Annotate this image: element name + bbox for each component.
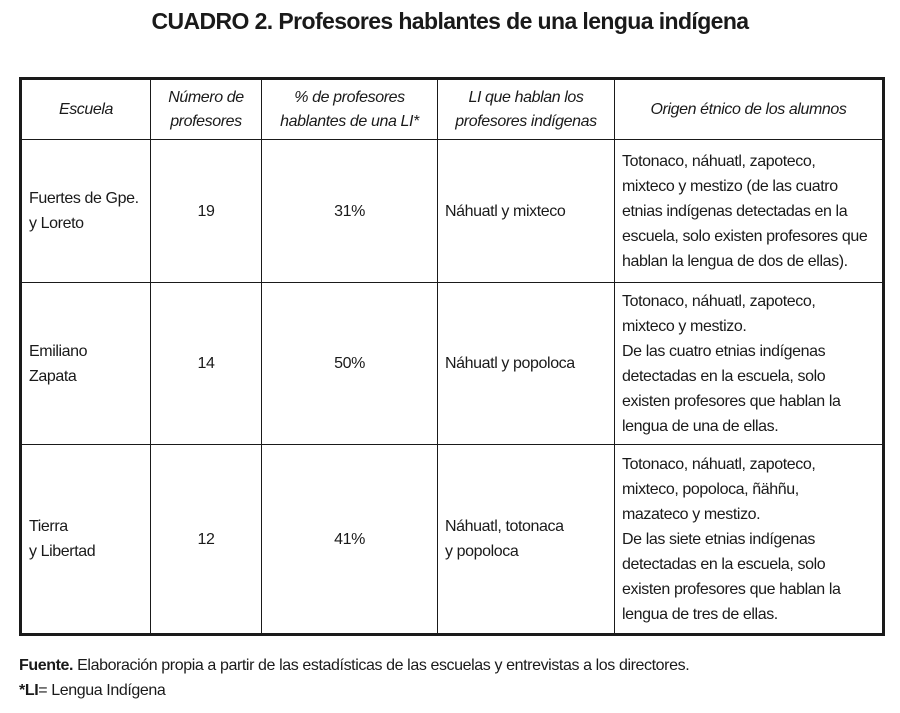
- cell-origin: Totonaco, náhuatl, zapoteco, mixteco, popoloca, ñähñu, mazateco y mestizo. De las siete etnias indígenas detectadas en la escuela, solo existen profesores que hablan la lengua de tres de ellas.: [615, 445, 884, 635]
- footnote-label: *LI: [19, 682, 39, 699]
- footnote-text: = Lengua Indígena: [38, 682, 166, 699]
- table-title: [0, 6, 900, 36]
- source-label: Fuente.: [19, 657, 74, 674]
- cell-languages: Náhuatl, totonaca y popoloca: [438, 445, 615, 635]
- cell-languages: Náhuatl y mixteco: [438, 140, 615, 283]
- cell-teachers: 12: [151, 445, 262, 635]
- header-school: Escuela: [21, 79, 151, 140]
- table-notes: [19, 653, 689, 703]
- table-caption: Profesores hablantes de una lengua indígena: [278, 8, 749, 34]
- source-text: Elaboración propia a partir de las estadísticas de las escuelas y entrevistas a los directores.: [73, 657, 690, 674]
- cell-origin: Totonaco, náhuatl, zapoteco, mixteco y mestizo (de las cuatro etnias indígenas detectadas en la escuela, solo existen profesores que hablan la lengua de dos de ellas).: [615, 140, 884, 283]
- cell-origin: Totonaco, náhuatl, zapoteco, mixteco y mestizo. De las cuatro etnias indígenas detectadas en la escuela, solo existen profesores que hablan la lengua de una de ellas.: [615, 283, 884, 445]
- cell-percent: 31%: [262, 140, 438, 283]
- table-number: CUADRO 2.: [151, 8, 273, 34]
- cell-percent: 41%: [262, 445, 438, 635]
- header-languages: LI que hablan los profesores indígenas: [438, 79, 615, 140]
- table-row: [21, 283, 884, 445]
- table-row: [21, 140, 884, 283]
- header-origin: Origen étnico de los alumnos: [615, 79, 884, 140]
- header-row: [21, 79, 884, 140]
- cell-percent: 50%: [262, 283, 438, 445]
- header-teachers: Número de profesores: [151, 79, 262, 140]
- cell-school: Tierra y Libertad: [21, 445, 151, 635]
- source-note: [19, 653, 689, 678]
- footnote: [19, 678, 689, 703]
- cell-teachers: 19: [151, 140, 262, 283]
- header-percent: % de profesores hablantes de una LI*: [262, 79, 438, 140]
- cell-languages: Náhuatl y popoloca: [438, 283, 615, 445]
- cell-school: Fuertes de Gpe. y Loreto: [21, 140, 151, 283]
- teachers-table: [19, 77, 885, 636]
- table-row: [21, 445, 884, 635]
- cell-school: Emiliano Zapata: [21, 283, 151, 445]
- cell-teachers: 14: [151, 283, 262, 445]
